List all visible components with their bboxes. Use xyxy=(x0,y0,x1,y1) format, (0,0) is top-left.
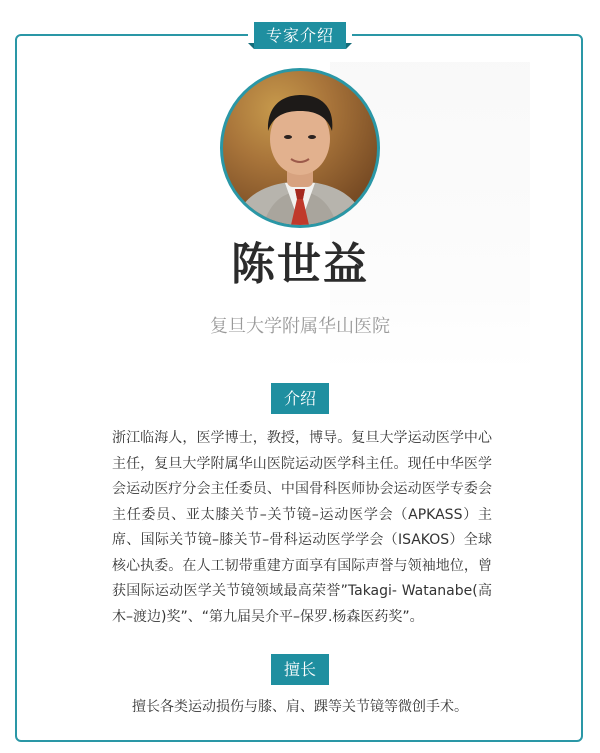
portrait-image xyxy=(223,71,377,225)
intro-paragraph: 浙江临海人，医学博士，教授，博导。复旦大学运动医学中心主任，复旦大学附属华山医院运动医学科主任。现任中华医学会运动医疗分会主任委员、中国骨科医师协会运动医学专委会主任委员、亚太膝关节–关节镜–运动医学会（APKASS）主席、国际关节镜–膝关节–骨科运动医学学会（ISAKOS）全球核心执委。在人工韧带重建方面享有国际声誉与领袖地位，曾获国际运动医学关节镜领域最高荣誉”Takagi- Watanabe(高木–渡边)奖”、“第九届吴介平–保罗.杨森医药奖”。 xyxy=(112,430,492,625)
header-title: 专家介绍 xyxy=(254,22,346,49)
expertise-paragraph: 擅长各类运动损伤与膝、肩、踝等关节镜等微创手术。 xyxy=(132,699,468,715)
expert-affiliation: 复旦大学附属华山医院 xyxy=(210,316,390,337)
intro-section-label: 介绍 xyxy=(271,383,329,414)
header-tab xyxy=(248,22,352,49)
avatar xyxy=(220,68,380,228)
expert-name: 陈世益 xyxy=(231,239,369,290)
ribbon-fold-right xyxy=(346,43,352,49)
expertise-section-label: 擅长 xyxy=(271,654,329,685)
